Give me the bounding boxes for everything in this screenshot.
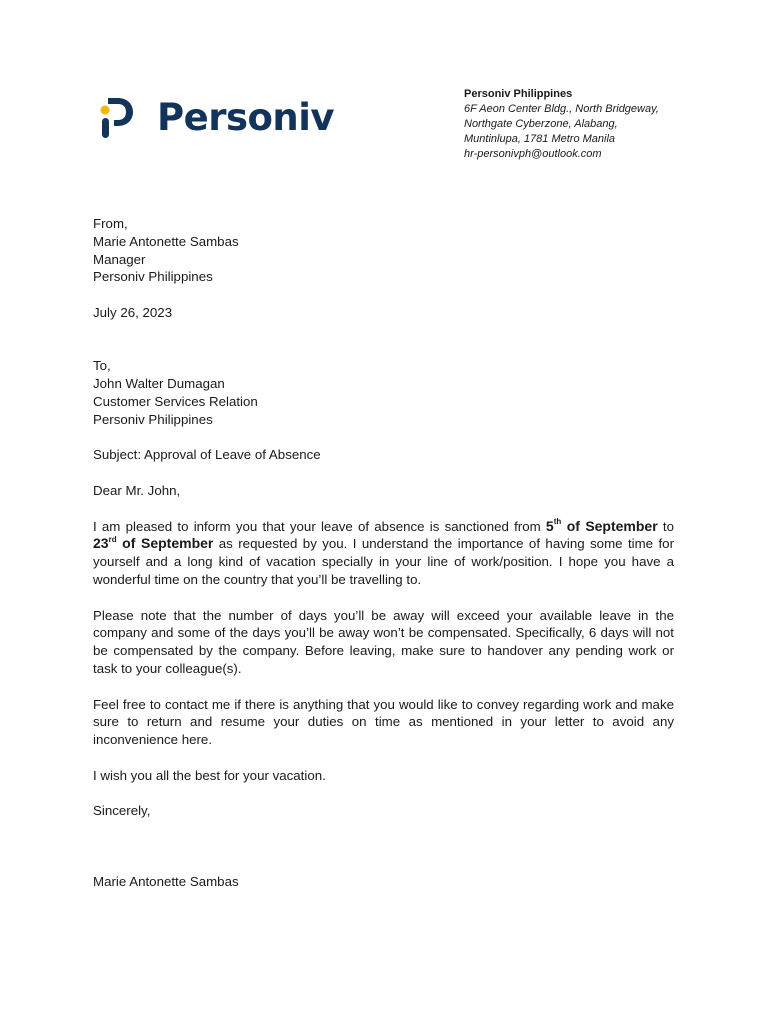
leave-end-date (93, 535, 213, 551)
company-logo (99, 96, 334, 140)
letter-body (93, 215, 674, 891)
end-day: 23 (93, 535, 109, 552)
to-department: Customer Services Relation (93, 393, 258, 409)
signature-name: Marie Antonette Sambas (93, 874, 239, 890)
leave-start-date (546, 518, 658, 534)
start-day: 5 (545, 517, 554, 534)
paragraph-1 (93, 518, 674, 589)
address-line-1: 6F Aeon Center Bldg., North Bridgeway, (464, 103, 659, 115)
address-line-3: Muntinlupa, 1781 Metro Manila (464, 133, 616, 145)
salutation: Dear Mr. John, (93, 482, 181, 498)
paragraph-3: Feel free to contact me if there is anything that you would like to convey regarding work and make sure to return and resume your duties on time as mentioned in your letter to avoid any inconvenience here. (93, 696, 674, 748)
to-word: to (657, 518, 674, 534)
logo-wordmark: Personiv (157, 96, 335, 139)
paragraph-2: Please note that the number of days you’ll be away will exceed your available leave in the company and some of the days you’ll be away won’t be compensated. Specifically, 6 days will not be compensated by the company. Before leaving, make sure to handover any pending work or task to your colleague(s). (93, 607, 674, 676)
personiv-logo-icon (99, 96, 135, 140)
letter-date: July 26, 2023 (93, 304, 173, 320)
end-month: of September (116, 535, 214, 552)
from-block (93, 215, 674, 286)
start-day-suffix: th (553, 516, 562, 526)
paragraph-1-lead: I am pleased to inform you that your leave of absence is sanctioned from (93, 518, 546, 534)
closing: Sincerely, (93, 803, 151, 819)
sender-address-block (464, 87, 659, 162)
address-line-2: Northgate Cyberzone, Alabang, (464, 118, 618, 130)
from-title: Manager (93, 251, 146, 267)
paragraph-1-rest: as requested by you. I understand the importance of having some time for yourself and a long kind of vacation specially in your line of work/position. I hope you have a wonderful time on the country that you’ll be travelling to. (93, 536, 674, 587)
start-month: of September (561, 517, 658, 534)
paragraph-4: I wish you all the best for your vacation. (93, 767, 326, 783)
from-name: Marie Antonette Sambas (93, 233, 239, 249)
to-company: Personiv Philippines (93, 411, 213, 427)
from-label: From, (93, 216, 128, 231)
address-company: Personiv Philippines (464, 88, 573, 100)
from-company: Personiv Philippines (93, 269, 213, 285)
to-label: To, (93, 358, 111, 374)
to-name: John Walter Dumagan (93, 376, 225, 392)
end-day-suffix: rd (108, 534, 117, 544)
address-email: hr-personivph@outlook.com (464, 148, 602, 160)
to-block (93, 357, 674, 428)
subject-line: Subject: Approval of Leave of Absence (93, 447, 321, 463)
